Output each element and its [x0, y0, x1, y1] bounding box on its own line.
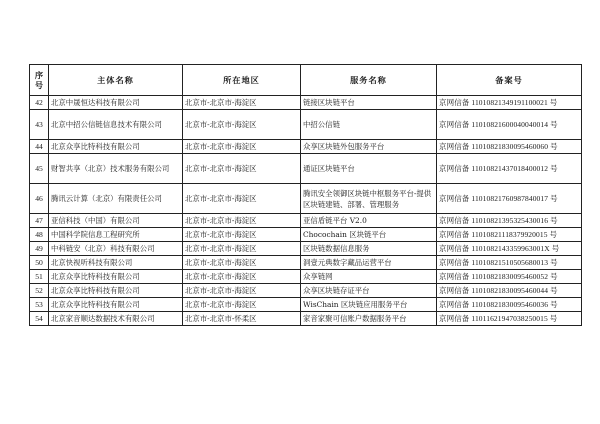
table-row [30, 140, 582, 154]
row-location: 北京市-北京市-海淀区 [183, 284, 301, 298]
header-num: 序号 [30, 65, 49, 96]
row-subject: 北京中晟恒达科技有限公司 [49, 96, 183, 110]
header-location: 所在地区 [183, 65, 301, 96]
row-record: 京网信备 11011621947038250015 号 [437, 312, 582, 326]
row-subject: 中国科学院信息工程研究所 [49, 228, 183, 242]
row-location: 北京市-北京市-海淀区 [183, 184, 301, 214]
row-service: 通证区块链平台 [301, 154, 437, 184]
table-row [30, 242, 582, 256]
row-location: 北京市-北京市-海淀区 [183, 270, 301, 284]
row-service: 众享区块链外包服务平台 [301, 140, 437, 154]
row-service: 亚信盾链平台 V2.0 [301, 214, 437, 228]
row-num: 52 [30, 284, 49, 298]
row-subject: 北京中招公信链信息技术有限公司 [49, 110, 183, 140]
row-num: 45 [30, 154, 49, 184]
row-record: 京网信备 11010821830095460052 号 [437, 270, 582, 284]
row-subject: 财智共享（北京）技术服务有限公司 [49, 154, 183, 184]
table-row [30, 298, 582, 312]
row-service: 洞壹元典数字藏品运营平台 [301, 256, 437, 270]
row-record: 京网信备 11010821510505680013 号 [437, 256, 582, 270]
table-row [30, 312, 582, 326]
row-location: 北京市-北京市-海淀区 [183, 256, 301, 270]
row-service: 区块链数据信息服务 [301, 242, 437, 256]
row-num: 49 [30, 242, 49, 256]
row-location: 北京市-北京市-海淀区 [183, 110, 301, 140]
table-row [30, 284, 582, 298]
row-record: 京网信备 11010821118379920015 号 [437, 228, 582, 242]
row-location: 北京市-北京市-海淀区 [183, 214, 301, 228]
row-location: 北京市-北京市-怀柔区 [183, 312, 301, 326]
row-location: 北京市-北京市-海淀区 [183, 228, 301, 242]
row-num: 46 [30, 184, 49, 214]
row-subject: 北京众享比特科技有限公司 [49, 270, 183, 284]
row-subject: 中科链安（北京）科技有限公司 [49, 242, 183, 256]
row-location: 北京市-北京市-海淀区 [183, 140, 301, 154]
row-subject: 北京众享比特科技有限公司 [49, 140, 183, 154]
row-record: 京网信备 11010821760987840017 号 [437, 184, 582, 214]
header-subject: 主体名称 [49, 65, 183, 96]
row-record: 京网信备 1101082143359963001X 号 [437, 242, 582, 256]
row-record: 京网信备 11010821395325430016 号 [437, 214, 582, 228]
row-service: 腾讯安全领御区块链中枢服务平台-提供区块链建链、部署、管理服务 [301, 184, 437, 214]
row-location: 北京市-北京市-海淀区 [183, 242, 301, 256]
row-num: 50 [30, 256, 49, 270]
table-row [30, 228, 582, 242]
table-row [30, 270, 582, 284]
header-service: 服务名称 [301, 65, 437, 96]
row-record: 京网信备 11010821830095460044 号 [437, 284, 582, 298]
row-record: 京网信备 11010821349191100021 号 [437, 96, 582, 110]
table-row [30, 256, 582, 270]
row-record: 京网信备 11010821600040040014 号 [437, 110, 582, 140]
record-table [29, 64, 582, 326]
row-record: 京网信备 11010821830095460060 号 [437, 140, 582, 154]
row-location: 北京市-北京市-海淀区 [183, 298, 301, 312]
row-subject: 北京众享比特科技有限公司 [49, 298, 183, 312]
row-service: 链接区块链平台 [301, 96, 437, 110]
row-service: 众享区块链存证平台 [301, 284, 437, 298]
row-num: 42 [30, 96, 49, 110]
row-subject: 北京众享比特科技有限公司 [49, 284, 183, 298]
row-subject: 北京快视听科技有限公司 [49, 256, 183, 270]
table-row [30, 110, 582, 140]
header-record: 备案号 [437, 65, 582, 96]
row-num: 48 [30, 228, 49, 242]
row-num: 54 [30, 312, 49, 326]
row-num: 44 [30, 140, 49, 154]
row-num: 43 [30, 110, 49, 140]
table-row [30, 154, 582, 184]
row-service: 众享链网 [301, 270, 437, 284]
table-row [30, 96, 582, 110]
row-subject: 腾讯云计算（北京）有限责任公司 [49, 184, 183, 214]
row-service: 中招公信链 [301, 110, 437, 140]
row-num: 51 [30, 270, 49, 284]
row-subject: 亚信科技（中国）有限公司 [49, 214, 183, 228]
row-location: 北京市-北京市-海淀区 [183, 154, 301, 184]
table-row [30, 184, 582, 214]
row-subject: 北京家音顺达数据技术有限公司 [49, 312, 183, 326]
row-service: 家音家聚可信账户数据服务平台 [301, 312, 437, 326]
row-service: Chocochain 区块链平台 [301, 228, 437, 242]
row-location: 北京市-北京市-海淀区 [183, 96, 301, 110]
row-record: 京网信备 11010821437018400012 号 [437, 154, 582, 184]
row-num: 53 [30, 298, 49, 312]
row-record: 京网信备 11010821830095460036 号 [437, 298, 582, 312]
table-row [30, 214, 582, 228]
row-service: WisChain 区块链应用服务平台 [301, 298, 437, 312]
header-row [30, 65, 582, 96]
row-num: 47 [30, 214, 49, 228]
